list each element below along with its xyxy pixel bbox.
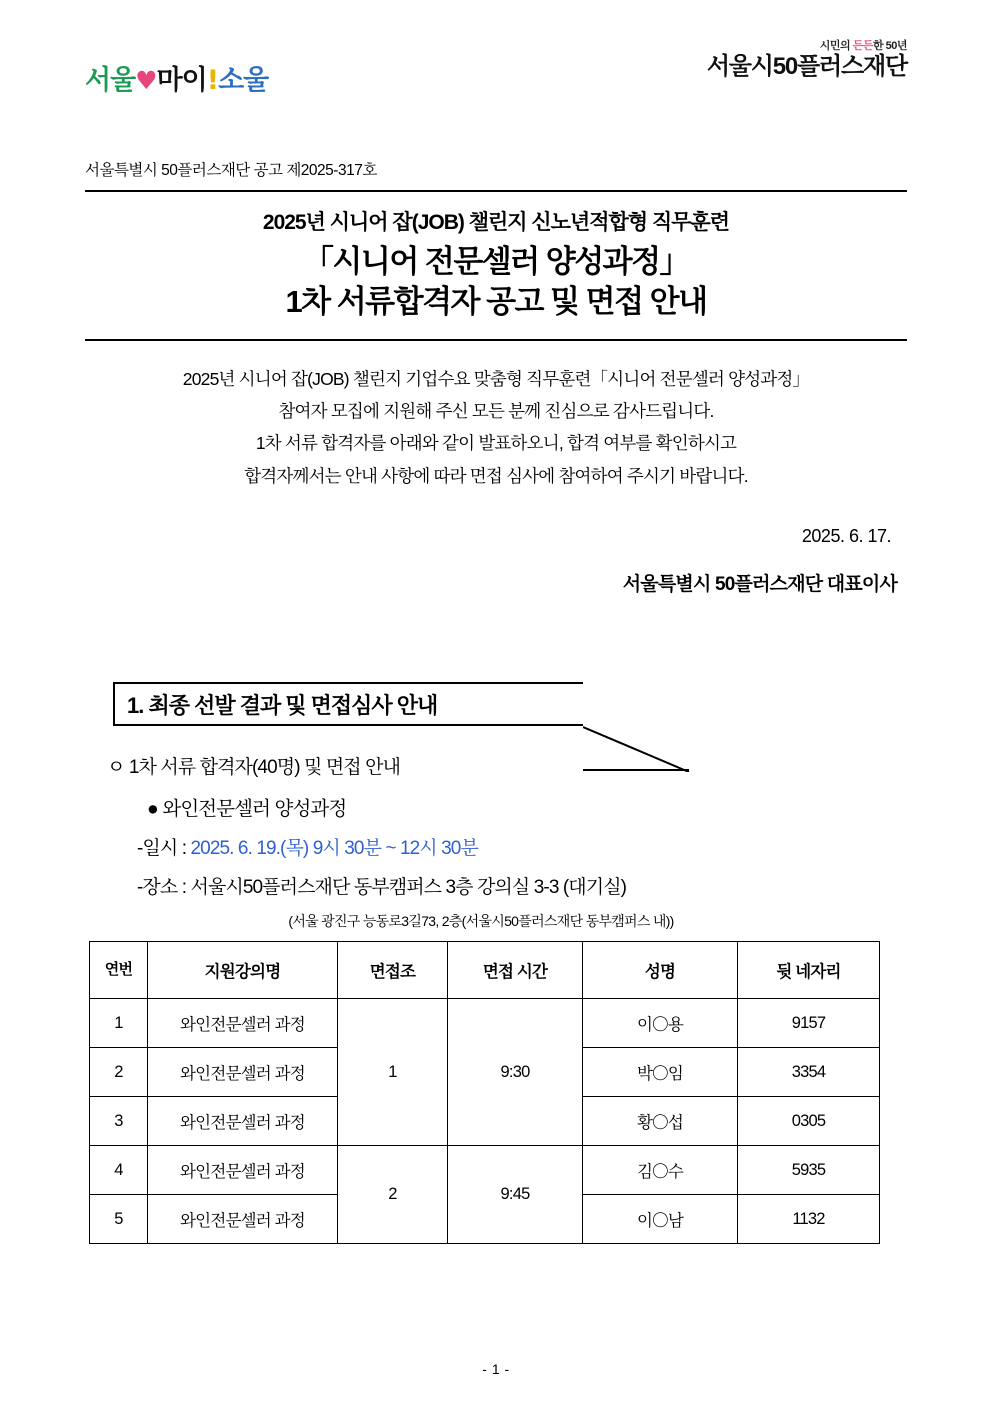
cell-no: 1 [90, 999, 148, 1048]
cell-no: 2 [90, 1048, 148, 1097]
address-note: (서울 광진구 능동로3길73, 2층(서울시50플러스재단 동부캠퍼스 내)) [288, 913, 674, 930]
header-logos [85, 0, 907, 110]
intro-line-3: 1차 서류 합격자를 아래와 같이 발표하오니, 합격 여부를 확인하시고 [255, 433, 737, 454]
table-header-row [90, 942, 880, 999]
logo-text-seoul: 서울 [85, 65, 136, 96]
page-number: - 1 - [482, 1361, 510, 1377]
foundation-tagline [707, 40, 907, 52]
foundation-name: 서울시50플러스재단 [706, 53, 907, 81]
cell-course: 와인전문셀러 과정 [148, 1097, 338, 1146]
logo-text-my: 마이 [156, 65, 207, 96]
cell-name: 박〇임 [583, 1048, 738, 1097]
title-subtitle: 2025년 시니어 잡(JOB) 챌린지 신노년적합형 직무훈련 [262, 211, 730, 234]
header-text-no: 연번 [104, 960, 133, 978]
signature-block [85, 526, 907, 596]
seoul-my-soul-logo [85, 58, 268, 97]
intro-line-4: 합격자께서는 안내 사항에 따라 면접 심사에 참여하여 주시기 바랍니다. [244, 465, 748, 486]
cell-digits: 1132 [738, 1195, 880, 1244]
cell-course: 와인전문셀러 과정 [148, 1146, 338, 1195]
list-item-place [137, 872, 907, 899]
list-item-pass-info: ㅇ 1차 서류 합격자(40명) 및 면접 안내 [107, 757, 401, 779]
cell-time: 9:45 [448, 1146, 583, 1244]
datetime-label: -일시 : [137, 838, 191, 860]
tagline-highlight: 든든 [852, 40, 873, 52]
cell-digits: 0305 [738, 1097, 880, 1146]
cell-time: 9:30 [448, 999, 583, 1146]
cell-name: 김〇수 [583, 1146, 738, 1195]
exclamation-icon: ! [206, 65, 219, 96]
cell-course: 와인전문셀러 과정 [148, 1195, 338, 1244]
foundation-logo [707, 40, 907, 80]
title-block [85, 190, 907, 341]
cell-course: 와인전문셀러 과정 [148, 999, 338, 1048]
table-header-name: 성명 [583, 942, 738, 999]
title-line-2: 1차 서류합격자 공고 및 면접 안내 [285, 284, 707, 320]
title-line-1: 「시니어 전문셀러 양성과정」 [302, 244, 690, 279]
logo-text-soul: 소울 [218, 65, 269, 96]
cell-digits: 5935 [738, 1146, 880, 1195]
cell-group: 1 [338, 999, 448, 1146]
tagline-post: 한 50년 [872, 40, 907, 52]
cell-no: 4 [90, 1146, 148, 1195]
cell-name: 황〇섭 [583, 1097, 738, 1146]
datetime-value: 2025. 6. 19.(목) 9시 30분 ~ 12시 30분 [190, 838, 478, 860]
table-header-course: 지원강의명 [148, 942, 338, 999]
table-row [90, 999, 880, 1048]
cell-no: 5 [90, 1195, 148, 1244]
section-heading-text: 1. 최종 선발 결과 및 면접심사 안내 [127, 693, 438, 719]
table-header-no [90, 942, 148, 999]
table-header-group: 면접조 [338, 942, 448, 999]
place-label: -장소 : [137, 877, 191, 899]
notice-number: 서울특별시 50플러스재단 공고 제2025-317호 [85, 162, 377, 179]
heart-icon: ♥ [135, 66, 157, 95]
cell-group: 2 [338, 1146, 448, 1244]
intro-paragraph [85, 363, 907, 493]
tagline-pre: 시민의 [819, 40, 853, 52]
issue-date: 2025. 6. 17. [801, 526, 891, 547]
table-row [90, 1146, 880, 1195]
intro-line-2: 참여자 모집에 지원해 주신 모든 분께 진심으로 감사드립니다. [278, 400, 714, 421]
issuing-organization: 서울특별시 50플러스재단 대표이사 [622, 574, 897, 596]
intro-line-1: 2025년 시니어 잡(JOB) 챌린지 기업수요 맞춤형 직무훈련「시니어 전문셀러 양성과정」 [182, 368, 810, 389]
table-header-digits: 뒷 네자리 [738, 942, 880, 999]
table-header-time: 면접 시간 [448, 942, 583, 999]
cell-name: 이〇용 [583, 999, 738, 1048]
cell-digits: 3354 [738, 1048, 880, 1097]
cell-course: 와인전문셀러 과정 [148, 1048, 338, 1097]
place-value: 서울시50플러스재단 동부캠퍼스 3층 강의실 3-3 (대기실) [190, 877, 627, 899]
cell-no: 3 [90, 1097, 148, 1146]
cell-digits: 9157 [738, 999, 880, 1048]
cell-name: 이〇남 [583, 1195, 738, 1244]
results-table [89, 941, 880, 1244]
section-heading-wrap [113, 682, 907, 730]
list-item-datetime [137, 833, 907, 860]
list-item-course: ● 와인전문셀러 양성과정 [147, 798, 347, 821]
